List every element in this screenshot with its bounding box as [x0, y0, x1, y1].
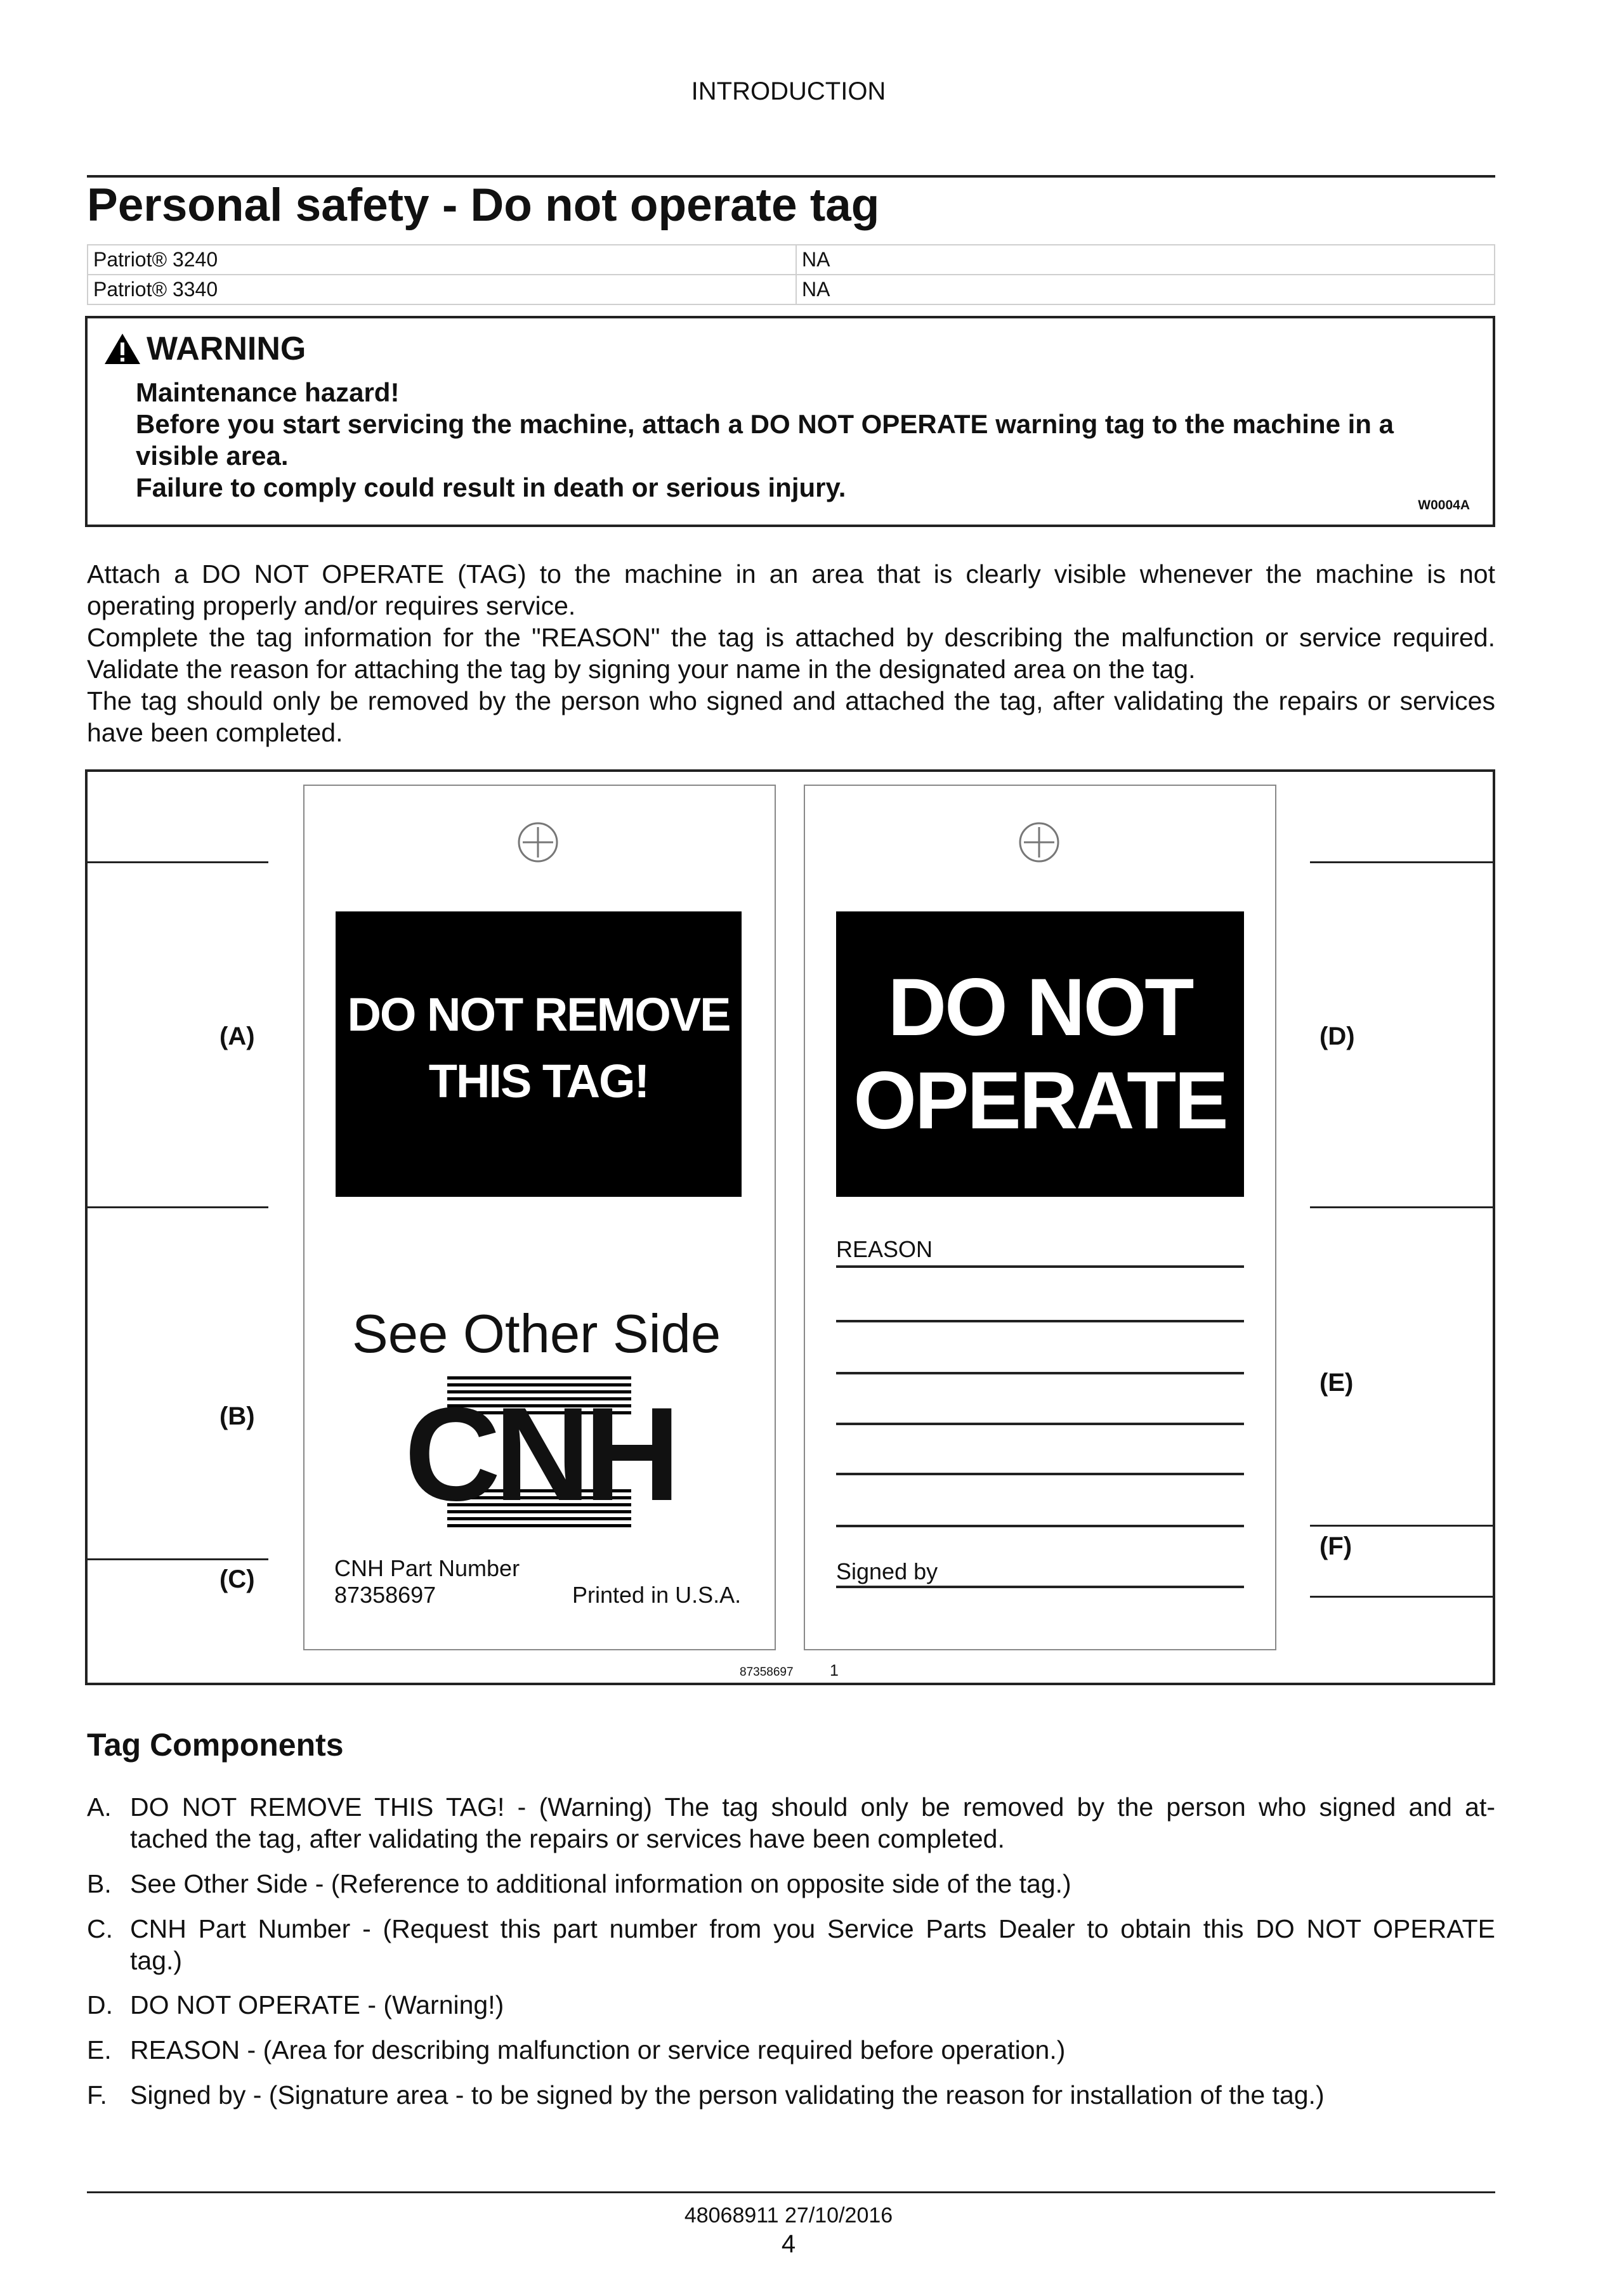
list-item-text: DO NOT REMOVE THIS TAG! - (Warning) The tag should only be removed by the person who signed and at-: [130, 1792, 1495, 1822]
warning-label: WARNING: [147, 330, 306, 367]
part-number-label: CNH Part Number: [334, 1555, 520, 1581]
callout-line: [88, 1558, 268, 1560]
do-not-remove-line2: THIS TAG!: [428, 1055, 649, 1107]
list-item-text: tag.): [130, 1946, 183, 1975]
do-not-remove-block: [336, 911, 742, 1197]
page-number: 4: [781, 2230, 796, 2258]
do-not-operate-block: [836, 911, 1244, 1197]
list-item-text: See Other Side - (Reference to additional information on opposite side of the tag.): [130, 1869, 1071, 1898]
figure-frame: [85, 769, 1495, 1685]
reason-line: [836, 1320, 1244, 1322]
body-line: have been completed.: [87, 718, 343, 747]
callout-d: (D): [1320, 1022, 1355, 1050]
model-table: [87, 244, 1495, 305]
tag-components-heading: Tag Components: [87, 1727, 344, 1763]
cnh-logo-text: CNH: [404, 1380, 674, 1529]
reason-line: [836, 1525, 1244, 1527]
warning-code: W0004A: [1418, 498, 1470, 512]
table-row: [88, 245, 1495, 275]
footer-doc-number: 48068911 27/10/2016: [684, 2203, 893, 2228]
body-line: The tag should only be removed by the person who signed and attached the tag, after validating the repairs or services: [87, 686, 1495, 715]
cnh-logo: [384, 1376, 695, 1529]
warning-line: Before you start servicing the machine, attach a DO NOT OPERATE warning tag to the machine in a: [136, 409, 1394, 439]
warning-line: Failure to comply could result in death or serious injury.: [136, 473, 846, 502]
market-cell: NA: [796, 245, 1495, 275]
reason-label: REASON: [836, 1236, 933, 1262]
callout-c: (C): [219, 1565, 255, 1593]
list-item-letter: D.: [87, 1990, 113, 2019]
list-item-letter: E.: [87, 2035, 112, 2064]
list-item-letter: C.: [87, 1914, 113, 1943]
warning-line: Maintenance hazard!: [136, 377, 400, 407]
figure-code: 87358697: [740, 1666, 794, 1679]
page-title: Personal safety - Do not operate tag: [87, 179, 880, 231]
reason-line: [836, 1473, 1244, 1475]
list-item: [87, 1913, 1495, 1976]
warning-line: visible area.: [136, 441, 289, 471]
do-not-operate-line2: OPERATE: [853, 1055, 1227, 1146]
body-line: Validate the reason for attaching the tag by signing your name in the designated area on the tag.: [87, 655, 1196, 684]
model-cell: Patriot® 3340: [88, 275, 796, 304]
callout-line: [88, 1206, 268, 1208]
body-line: operating properly and/or requires service.: [87, 591, 576, 620]
see-other-side: See Other Side: [352, 1304, 721, 1364]
table-row: [88, 275, 1495, 304]
list-item-letter: B.: [87, 1869, 112, 1898]
list-item-letter: F.: [87, 2080, 107, 2110]
model-cell: Patriot® 3240: [88, 245, 796, 275]
callout-line: [1310, 1596, 1493, 1598]
warning-title: [103, 330, 306, 368]
callout-a: (A): [219, 1022, 255, 1050]
title-rule: [87, 175, 1495, 178]
part-number: 87358697: [334, 1582, 436, 1608]
callout-f: (F): [1320, 1532, 1352, 1560]
callout-e: (E): [1320, 1369, 1354, 1397]
callout-line: [88, 861, 268, 863]
body-line: Complete the tag information for the "REASON" the tag is attached by describing the malfunction or service required.: [87, 623, 1495, 652]
body-line: Attach a DO NOT OPERATE (TAG) to the machine in an area that is clearly visible whenever the machine is not: [87, 559, 1495, 589]
reason-line: [836, 1423, 1244, 1425]
list-item-text: tached the tag, after validating the repairs or services have been completed.: [130, 1824, 1005, 1853]
warning-triangle-icon: [103, 332, 141, 365]
list-item-text: DO NOT OPERATE - (Warning!): [130, 1990, 504, 2019]
tag-hole-icon: [516, 821, 560, 864]
footer-rule: [87, 2191, 1495, 2193]
list-item-text: Signed by - (Signature area - to be signed by the person validating the reason for installation of the tag.): [130, 2080, 1325, 2110]
tag-hole-icon: [1018, 821, 1061, 864]
figure-number: 1: [830, 1662, 839, 1680]
list-item: [87, 1791, 1495, 1855]
callout-line: [1310, 1206, 1493, 1208]
do-not-remove-line1: DO NOT REMOVE: [347, 988, 730, 1041]
list-item-text: CNH Part Number - (Request this part number from you Service Parts Dealer to obtain this DO NOT OPERATE: [130, 1914, 1495, 1943]
callout-line: [1310, 861, 1493, 863]
signed-by-label: Signed by: [836, 1558, 938, 1584]
warning-box: [85, 316, 1495, 527]
reason-line: [836, 1372, 1244, 1374]
list-item-letter: A.: [87, 1792, 112, 1822]
signature-line: [836, 1586, 1244, 1588]
do-not-operate-line1: DO NOT: [887, 962, 1193, 1053]
callout-line: [1310, 1525, 1493, 1527]
printed-in: Printed in U.S.A.: [572, 1582, 742, 1608]
list-item-text: REASON - (Area for describing malfunction or service required before operation.): [130, 2035, 1066, 2064]
reason-line: [836, 1265, 1244, 1268]
callout-b: (B): [219, 1402, 255, 1430]
section-header: INTRODUCTION: [691, 77, 886, 105]
market-cell: NA: [796, 275, 1495, 304]
